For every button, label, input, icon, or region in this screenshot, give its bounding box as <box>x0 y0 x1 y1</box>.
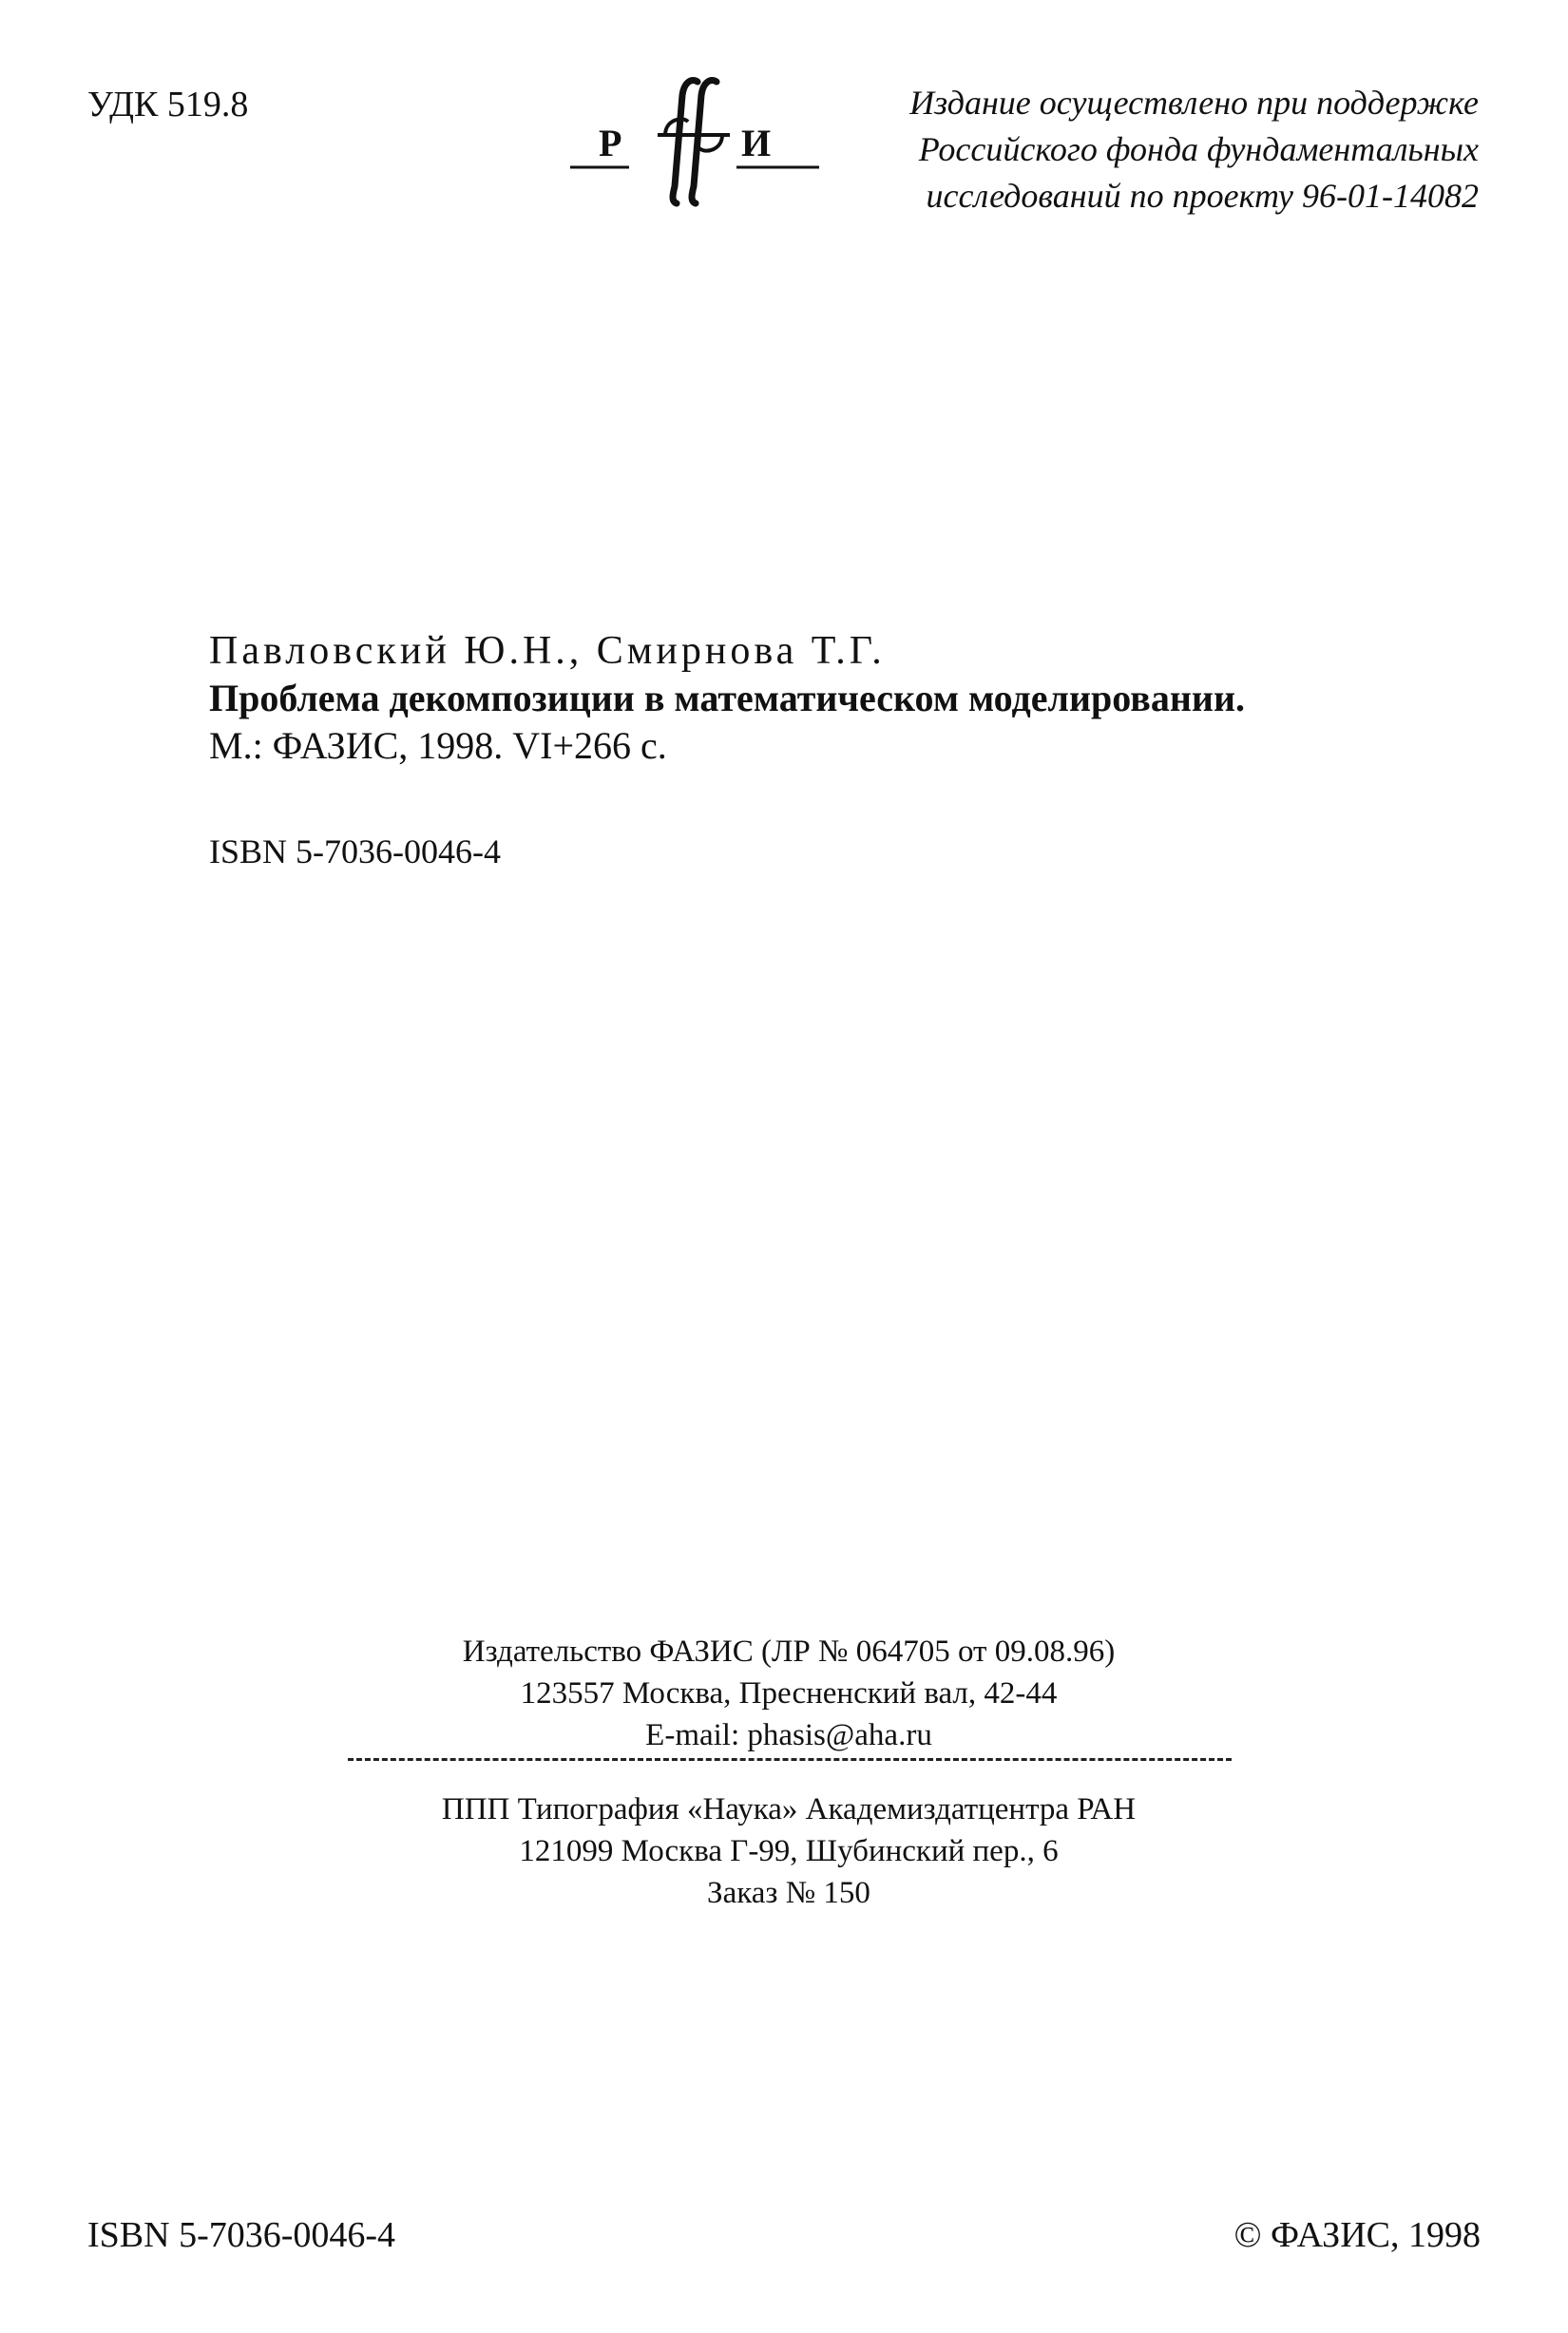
grant-line: Издание осуществлено при поддержке <box>909 84 1479 122</box>
order-number: Заказ № 150 <box>707 1876 870 1910</box>
imprint: М.: ФАЗИС, 1998. VI+266 с. <box>209 724 667 767</box>
grant-line: Российского фонда фундаментальных <box>918 130 1479 168</box>
grant-line: исследований по проекту 96-01-14082 <box>926 177 1479 215</box>
printer-line: ППП Типография «Наука» Академиздатцентра РАН <box>441 1792 1137 1826</box>
printer-info <box>342 1788 1235 1914</box>
logo-letter-i: И <box>741 122 772 164</box>
udk-code: УДК 519.8 <box>87 85 249 124</box>
grant-note <box>889 80 1479 220</box>
publisher-info <box>342 1631 1235 1756</box>
copyright: © ФАЗИС, 1998 <box>1233 2215 1481 2255</box>
isbn: ISBN 5-7036-0046-4 <box>209 832 501 870</box>
authors: Павловский Ю.Н., Смирнова Т.Г. <box>209 629 886 673</box>
bibliographic-record <box>209 627 1245 770</box>
book-title: Проблема декомпозиции в математическом моделировании. <box>209 677 1245 719</box>
rffi-logo <box>570 74 819 207</box>
publisher-address: 123557 Москва, Пресненский вал, 42-44 <box>520 1676 1058 1711</box>
printer-address: 121099 Москва Г-99, Шубинский пер., 6 <box>519 1834 1059 1868</box>
publisher-line: Издательство ФАЗИС (ЛР № 064705 от 09.08.96) <box>462 1635 1116 1669</box>
logo-letter-r: Р <box>599 122 622 164</box>
publisher-email: E-mail: phasis@aha.ru <box>645 1718 932 1752</box>
footer-isbn: ISBN 5-7036-0046-4 <box>87 2215 396 2255</box>
dashed-divider <box>348 1758 1232 1761</box>
